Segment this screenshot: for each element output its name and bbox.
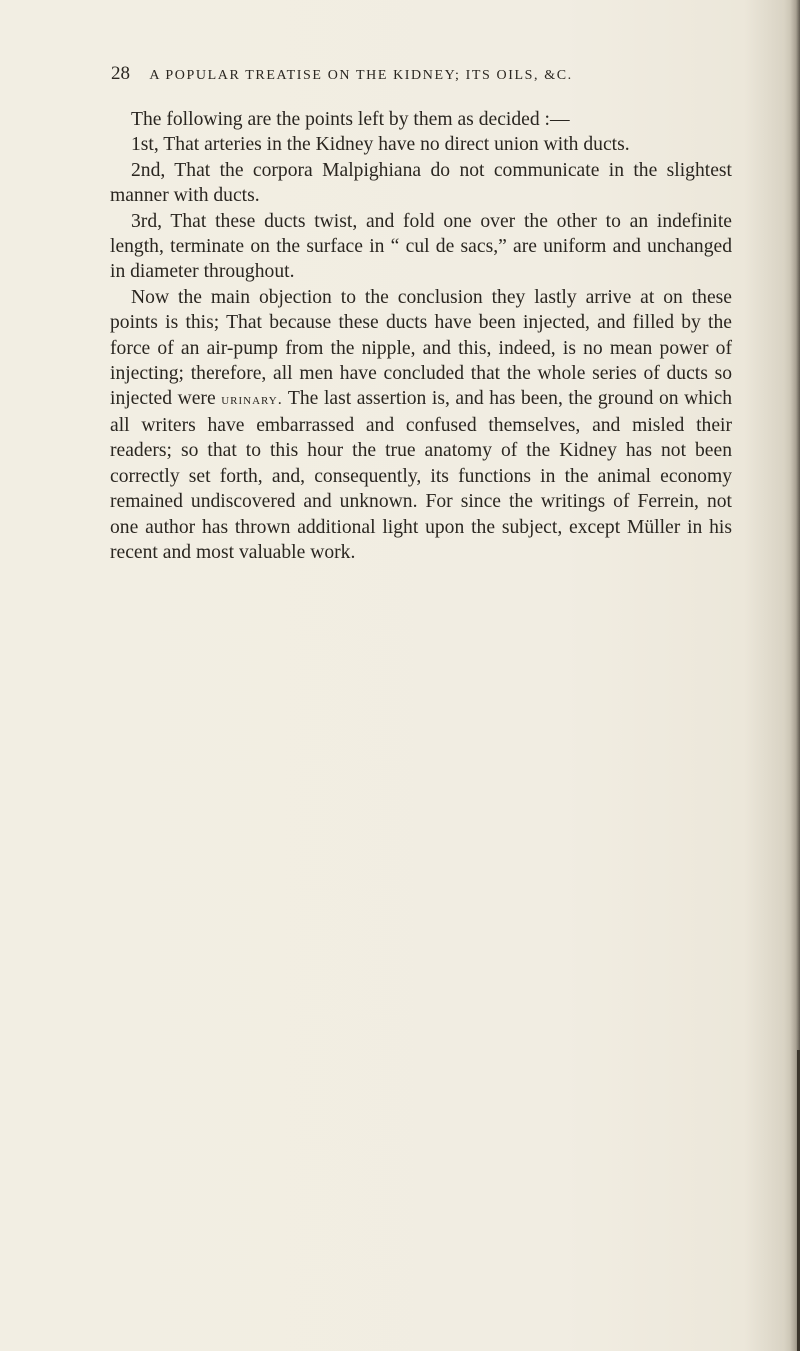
- paragraph-main-objection: [110, 285, 732, 565]
- running-title: A POPULAR TREATISE ON THE KIDNEY; ITS OILS, &C.: [149, 68, 573, 83]
- paragraph-intro: The following are the points left by them as decided :—: [131, 109, 570, 130]
- running-header: [111, 62, 731, 86]
- paragraph-first-point: 1st, That arteries in the Kidney have no direct union with ducts.: [131, 134, 630, 156]
- objection-text-part-1: Now the main objection to the conclusion they lastly arrive at on these points is this; That because these ducts have been injected, and filled by the force of an air-pump from the nipple, and this, indeed, is no mean power of injecting; therefore, all men have concluded that the whole series of ducts so injected were: [110, 286, 732, 410]
- paragraph-third-point: 3rd, That these ducts twist, and fold one over the other to an indefinite length, terminate on the surface in “ cul de sacs,” are uniform and unchanged in diameter throughout.: [110, 210, 732, 283]
- urinary-small-caps: urinary.: [221, 391, 283, 409]
- body-text: [110, 107, 732, 565]
- page-number: 28: [111, 63, 130, 84]
- objection-text-part-2: The last assertion is, and has been, the ground on which all writers have embarrassed and confused themselves, and misled their readers; so that to this hour the true anatomy of the Kidney has not been correctly set forth, and, consequently, its functions in the animal economy remained undiscovered and unknown. For since the writings of Ferrein, not one author has thrown additional light upon the subject, except Müller in his recent and most valuable work.: [110, 388, 732, 563]
- paragraph-second-point: 2nd, That the corpora Malpighiana do not communicate in the slightest manner with ducts.: [110, 159, 732, 207]
